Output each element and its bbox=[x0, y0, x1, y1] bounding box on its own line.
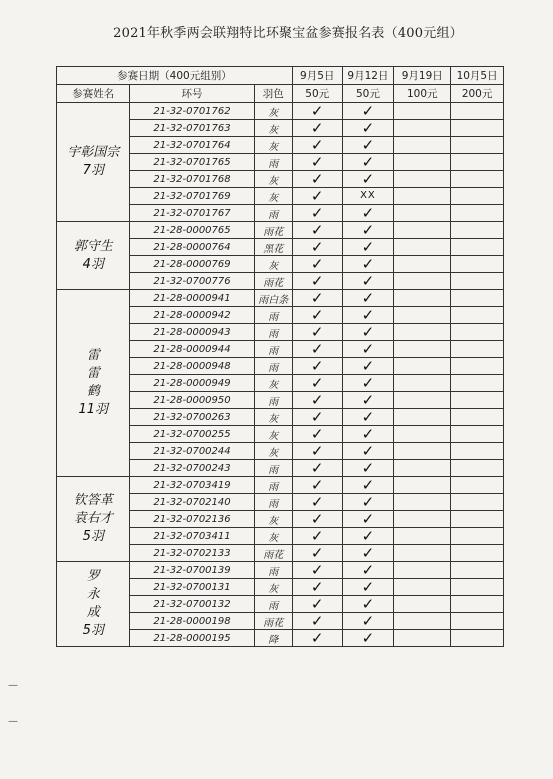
entry-mark-sep5: ✓ bbox=[292, 290, 342, 307]
ring-number-cell: 21-32-0703411 bbox=[130, 528, 254, 545]
entry-mark-sep5: ✓ bbox=[292, 358, 342, 375]
ring-number-cell: 21-32-0700243 bbox=[130, 460, 254, 477]
entry-mark-sep12: ✓ bbox=[342, 511, 394, 528]
entry-mark-oct5 bbox=[451, 494, 504, 511]
participant-name-line: 7羽 bbox=[82, 163, 104, 178]
entry-mark-sep12: ✓ bbox=[342, 137, 394, 154]
entry-mark-sep5: ✓ bbox=[292, 613, 342, 630]
entry-mark-sep19 bbox=[394, 392, 451, 409]
entry-mark-sep12: ✓ bbox=[342, 545, 394, 562]
ring-number-cell: 21-32-0701763 bbox=[130, 120, 254, 137]
entry-mark-oct5 bbox=[451, 290, 504, 307]
feather-color-cell: 灰 bbox=[254, 409, 292, 426]
entry-mark-sep5: ✓ bbox=[292, 375, 342, 392]
entry-mark-sep12: ✓ bbox=[342, 613, 394, 630]
ring-column-header: 环号 bbox=[130, 85, 254, 103]
feather-color-cell: 雨 bbox=[254, 477, 292, 494]
entry-mark-sep19 bbox=[394, 205, 451, 222]
feather-color-cell: 灰 bbox=[254, 171, 292, 188]
date-1: 9月5日 bbox=[292, 67, 342, 85]
entry-mark-sep5: ✓ bbox=[292, 256, 342, 273]
entry-mark-sep12: ✓ bbox=[342, 426, 394, 443]
feather-color-cell: 雨花 bbox=[254, 613, 292, 630]
entry-mark-oct5 bbox=[451, 579, 504, 596]
participant-name-line: 成 bbox=[86, 605, 100, 620]
entry-mark-oct5 bbox=[451, 477, 504, 494]
feather-color-cell: 灰 bbox=[254, 188, 292, 205]
feather-color-cell: 灰 bbox=[254, 103, 292, 120]
participant-name-line: 鹤 bbox=[86, 384, 100, 399]
fee-3: 100元 bbox=[394, 85, 451, 103]
entry-mark-sep12: ✓ bbox=[342, 273, 394, 290]
feather-color-cell: 黑花 bbox=[254, 239, 292, 256]
entry-mark-sep12: ✓ bbox=[342, 290, 394, 307]
entry-mark-sep5: ✓ bbox=[292, 545, 342, 562]
entry-mark-sep12: ✓ bbox=[342, 443, 394, 460]
feather-color-cell: 雨 bbox=[254, 460, 292, 477]
registration-table bbox=[56, 66, 504, 647]
entry-mark-sep12: ✓ bbox=[342, 120, 394, 137]
ring-number-cell: 21-32-0703419 bbox=[130, 477, 254, 494]
fee-4: 200元 bbox=[451, 85, 504, 103]
entry-mark-sep5: ✓ bbox=[292, 630, 342, 647]
table-row bbox=[57, 222, 504, 239]
participant-name-line: 永 bbox=[86, 587, 100, 602]
entry-mark-oct5 bbox=[451, 341, 504, 358]
entry-mark-oct5 bbox=[451, 171, 504, 188]
entry-mark-sep19 bbox=[394, 256, 451, 273]
participant-name-line: 雷 bbox=[86, 366, 100, 381]
entry-mark-sep5: ✓ bbox=[292, 205, 342, 222]
ring-number-cell: 21-28-0000195 bbox=[130, 630, 254, 647]
ring-number-cell: 21-28-0000941 bbox=[130, 290, 254, 307]
entry-mark-sep19 bbox=[394, 154, 451, 171]
entry-mark-sep19 bbox=[394, 511, 451, 528]
entry-mark-sep19 bbox=[394, 613, 451, 630]
feather-color-cell: 雨花 bbox=[254, 222, 292, 239]
entry-mark-sep19 bbox=[394, 324, 451, 341]
participant-name-cell bbox=[57, 562, 130, 647]
feather-color-cell: 灰 bbox=[254, 528, 292, 545]
date-4: 10月5日 bbox=[451, 67, 504, 85]
entry-mark-oct5 bbox=[451, 307, 504, 324]
entry-mark-oct5 bbox=[451, 613, 504, 630]
feather-color-cell: 灰 bbox=[254, 511, 292, 528]
entry-rows bbox=[57, 103, 504, 647]
entry-mark-sep5: ✓ bbox=[292, 222, 342, 239]
entry-mark-sep19 bbox=[394, 307, 451, 324]
entry-mark-sep5: ✓ bbox=[292, 409, 342, 426]
ring-number-cell: 21-28-0000765 bbox=[130, 222, 254, 239]
ring-number-cell: 21-32-0700132 bbox=[130, 596, 254, 613]
feather-color-cell: 雨 bbox=[254, 562, 292, 579]
entry-mark-oct5 bbox=[451, 426, 504, 443]
entry-mark-sep19 bbox=[394, 579, 451, 596]
entry-mark-sep19 bbox=[394, 375, 451, 392]
participant-name-line: 宇彰国宗 bbox=[67, 145, 120, 160]
entry-mark-sep5: ✓ bbox=[292, 392, 342, 409]
feather-color-cell: 灰 bbox=[254, 375, 292, 392]
entry-mark-sep19 bbox=[394, 528, 451, 545]
feather-color-cell: 灰 bbox=[254, 120, 292, 137]
entry-mark-oct5 bbox=[451, 511, 504, 528]
participant-name-line: 5羽 bbox=[82, 529, 104, 544]
entry-mark-sep5: ✓ bbox=[292, 188, 342, 205]
table-row bbox=[57, 562, 504, 579]
ring-number-cell: 21-32-0700255 bbox=[130, 426, 254, 443]
entry-mark-sep19 bbox=[394, 103, 451, 120]
entry-mark-sep12: ✓ bbox=[342, 205, 394, 222]
entry-mark-sep5: ✓ bbox=[292, 596, 342, 613]
entry-mark-oct5 bbox=[451, 205, 504, 222]
ring-number-cell: 21-28-0000948 bbox=[130, 358, 254, 375]
feather-color-cell: 灰 bbox=[254, 443, 292, 460]
feather-color-cell: 灰 bbox=[254, 426, 292, 443]
entry-mark-sep5: ✓ bbox=[292, 562, 342, 579]
participant-name-cell bbox=[57, 477, 130, 562]
ring-number-cell: 21-32-0701768 bbox=[130, 171, 254, 188]
participant-name-line: 5羽 bbox=[82, 623, 104, 638]
entry-mark-oct5 bbox=[451, 154, 504, 171]
ring-number-cell: 21-32-0701764 bbox=[130, 137, 254, 154]
entry-mark-sep5: ✓ bbox=[292, 103, 342, 120]
ring-number-cell: 21-32-0701765 bbox=[130, 154, 254, 171]
entry-mark-oct5 bbox=[451, 630, 504, 647]
margin-dash: — bbox=[8, 680, 18, 691]
feather-color-cell: 雨 bbox=[254, 596, 292, 613]
feather-color-cell: 雨 bbox=[254, 392, 292, 409]
entry-mark-sep12: ✓ bbox=[342, 154, 394, 171]
entry-mark-oct5 bbox=[451, 545, 504, 562]
entry-mark-oct5 bbox=[451, 409, 504, 426]
entry-mark-sep19 bbox=[394, 460, 451, 477]
entry-mark-sep5: ✓ bbox=[292, 528, 342, 545]
entry-mark-oct5 bbox=[451, 103, 504, 120]
entry-mark-sep12: XX bbox=[342, 188, 394, 205]
entry-mark-sep19 bbox=[394, 137, 451, 154]
ring-number-cell: 21-32-0700139 bbox=[130, 562, 254, 579]
entry-mark-sep12: ✓ bbox=[342, 222, 394, 239]
participant-name-line: 袁右才 bbox=[73, 511, 113, 526]
entry-mark-sep12: ✓ bbox=[342, 358, 394, 375]
participant-name-line: 4羽 bbox=[82, 256, 104, 272]
entry-mark-oct5 bbox=[451, 273, 504, 290]
entry-mark-sep5: ✓ bbox=[292, 324, 342, 341]
participant-name-line: 郭守生 bbox=[73, 238, 113, 254]
entry-mark-sep12: ✓ bbox=[342, 562, 394, 579]
entry-mark-oct5 bbox=[451, 120, 504, 137]
ring-number-cell: 21-32-0702136 bbox=[130, 511, 254, 528]
ring-number-cell: 21-32-0701762 bbox=[130, 103, 254, 120]
ring-number-cell: 21-28-0000950 bbox=[130, 392, 254, 409]
entry-mark-sep19 bbox=[394, 545, 451, 562]
feather-color-cell: 雨 bbox=[254, 324, 292, 341]
entry-mark-sep19 bbox=[394, 239, 451, 256]
entry-mark-sep19 bbox=[394, 222, 451, 239]
feather-color-cell: 雨 bbox=[254, 358, 292, 375]
entry-mark-sep12: ✓ bbox=[342, 375, 394, 392]
entry-mark-oct5 bbox=[451, 137, 504, 154]
participant-name-cell bbox=[57, 290, 130, 477]
feather-color-cell: 雨 bbox=[254, 154, 292, 171]
ring-number-cell: 21-28-0000943 bbox=[130, 324, 254, 341]
entry-mark-oct5 bbox=[451, 596, 504, 613]
date-2: 9月12日 bbox=[342, 67, 394, 85]
entry-mark-sep19 bbox=[394, 171, 451, 188]
date-3: 9月19日 bbox=[394, 67, 451, 85]
entry-mark-sep12: ✓ bbox=[342, 460, 394, 477]
participant-name-line: 雷 bbox=[86, 348, 100, 363]
entry-mark-oct5 bbox=[451, 392, 504, 409]
name-column-header: 参赛姓名 bbox=[57, 85, 130, 103]
ring-number-cell: 21-28-0000944 bbox=[130, 341, 254, 358]
color-column-header: 羽色 bbox=[254, 85, 292, 103]
participant-name-line: 罗 bbox=[86, 569, 100, 584]
entry-mark-oct5 bbox=[451, 324, 504, 341]
entry-mark-sep19 bbox=[394, 188, 451, 205]
entry-mark-sep5: ✓ bbox=[292, 426, 342, 443]
entry-mark-sep5: ✓ bbox=[292, 307, 342, 324]
entry-mark-oct5 bbox=[451, 222, 504, 239]
entry-mark-sep12: ✓ bbox=[342, 256, 394, 273]
participant-name-cell bbox=[57, 222, 130, 290]
feather-color-cell: 降 bbox=[254, 630, 292, 647]
entry-mark-sep19 bbox=[394, 562, 451, 579]
entry-mark-oct5 bbox=[451, 188, 504, 205]
entry-mark-sep12: ✓ bbox=[342, 103, 394, 120]
entry-mark-sep19 bbox=[394, 630, 451, 647]
ring-number-cell: 21-32-0702140 bbox=[130, 494, 254, 511]
date-label: 参赛日期（400元组别） bbox=[57, 67, 293, 85]
header-row-fees bbox=[57, 85, 504, 103]
entry-mark-sep19 bbox=[394, 477, 451, 494]
entry-mark-sep12: ✓ bbox=[342, 392, 394, 409]
entry-mark-oct5 bbox=[451, 375, 504, 392]
ring-number-cell: 21-32-0700244 bbox=[130, 443, 254, 460]
feather-color-cell: 雨花 bbox=[254, 273, 292, 290]
feather-color-cell: 雨白条 bbox=[254, 290, 292, 307]
feather-color-cell: 灰 bbox=[254, 579, 292, 596]
entry-mark-sep5: ✓ bbox=[292, 273, 342, 290]
participant-name-line: 11羽 bbox=[78, 402, 108, 417]
fee-1: 50元 bbox=[292, 85, 342, 103]
ring-number-cell: 21-32-0700776 bbox=[130, 273, 254, 290]
entry-mark-sep12: ✓ bbox=[342, 171, 394, 188]
entry-mark-sep12: ✓ bbox=[342, 409, 394, 426]
entry-mark-sep5: ✓ bbox=[292, 579, 342, 596]
entry-mark-sep12: ✓ bbox=[342, 324, 394, 341]
entry-mark-sep5: ✓ bbox=[292, 511, 342, 528]
entry-mark-sep19 bbox=[394, 358, 451, 375]
entry-mark-sep12: ✓ bbox=[342, 630, 394, 647]
ring-number-cell: 21-32-0701769 bbox=[130, 188, 254, 205]
entry-mark-sep5: ✓ bbox=[292, 477, 342, 494]
header-row-dates bbox=[57, 67, 504, 85]
entry-mark-oct5 bbox=[451, 460, 504, 477]
ring-number-cell: 21-28-0000949 bbox=[130, 375, 254, 392]
entry-mark-sep12: ✓ bbox=[342, 341, 394, 358]
entry-mark-sep12: ✓ bbox=[342, 494, 394, 511]
entry-mark-sep19 bbox=[394, 426, 451, 443]
entry-mark-sep19 bbox=[394, 273, 451, 290]
margin-dash: — bbox=[8, 716, 18, 727]
table-row bbox=[57, 477, 504, 494]
participant-name-cell bbox=[57, 103, 130, 222]
entry-mark-sep19 bbox=[394, 494, 451, 511]
entry-mark-sep12: ✓ bbox=[342, 528, 394, 545]
entry-mark-sep12: ✓ bbox=[342, 239, 394, 256]
form-title: 2021年秋季两会联翔特比环聚宝盆参赛报名表（400元组） bbox=[113, 26, 463, 41]
entry-mark-sep5: ✓ bbox=[292, 341, 342, 358]
entry-mark-sep5: ✓ bbox=[292, 443, 342, 460]
table-row bbox=[57, 290, 504, 307]
entry-mark-oct5 bbox=[451, 239, 504, 256]
feather-color-cell: 灰 bbox=[254, 137, 292, 154]
ring-number-cell: 21-28-0000769 bbox=[130, 256, 254, 273]
table-row bbox=[57, 103, 504, 120]
entry-mark-sep5: ✓ bbox=[292, 120, 342, 137]
entry-mark-oct5 bbox=[451, 443, 504, 460]
feather-color-cell: 雨 bbox=[254, 307, 292, 324]
fee-2: 50元 bbox=[342, 85, 394, 103]
feather-color-cell: 雨 bbox=[254, 494, 292, 511]
participant-name-line: 钦答革 bbox=[73, 493, 113, 508]
entry-mark-sep12: ✓ bbox=[342, 307, 394, 324]
entry-mark-sep19 bbox=[394, 341, 451, 358]
ring-number-cell: 21-28-0000764 bbox=[130, 239, 254, 256]
ring-number-cell: 21-32-0701767 bbox=[130, 205, 254, 222]
entry-mark-sep5: ✓ bbox=[292, 460, 342, 477]
entry-mark-sep5: ✓ bbox=[292, 137, 342, 154]
entry-mark-sep12: ✓ bbox=[342, 596, 394, 613]
entry-mark-sep5: ✓ bbox=[292, 154, 342, 171]
feather-color-cell: 雨花 bbox=[254, 545, 292, 562]
ring-number-cell: 21-32-0700131 bbox=[130, 579, 254, 596]
ring-number-cell: 21-32-0702133 bbox=[130, 545, 254, 562]
entry-mark-sep19 bbox=[394, 290, 451, 307]
ring-number-cell: 21-28-0000942 bbox=[130, 307, 254, 324]
entry-mark-sep12: ✓ bbox=[342, 579, 394, 596]
entry-mark-sep5: ✓ bbox=[292, 239, 342, 256]
entry-mark-sep12: ✓ bbox=[342, 477, 394, 494]
entry-mark-sep19 bbox=[394, 409, 451, 426]
feather-color-cell: 灰 bbox=[254, 256, 292, 273]
entry-mark-sep19 bbox=[394, 443, 451, 460]
entry-mark-oct5 bbox=[451, 358, 504, 375]
ring-number-cell: 21-32-0700263 bbox=[130, 409, 254, 426]
entry-mark-oct5 bbox=[451, 528, 504, 545]
entry-mark-oct5 bbox=[451, 562, 504, 579]
feather-color-cell: 雨 bbox=[254, 341, 292, 358]
ring-number-cell: 21-28-0000198 bbox=[130, 613, 254, 630]
feather-color-cell: 雨 bbox=[254, 205, 292, 222]
entry-mark-sep19 bbox=[394, 596, 451, 613]
entry-mark-sep5: ✓ bbox=[292, 494, 342, 511]
entry-mark-sep5: ✓ bbox=[292, 171, 342, 188]
entry-mark-sep19 bbox=[394, 120, 451, 137]
entry-mark-oct5 bbox=[451, 256, 504, 273]
